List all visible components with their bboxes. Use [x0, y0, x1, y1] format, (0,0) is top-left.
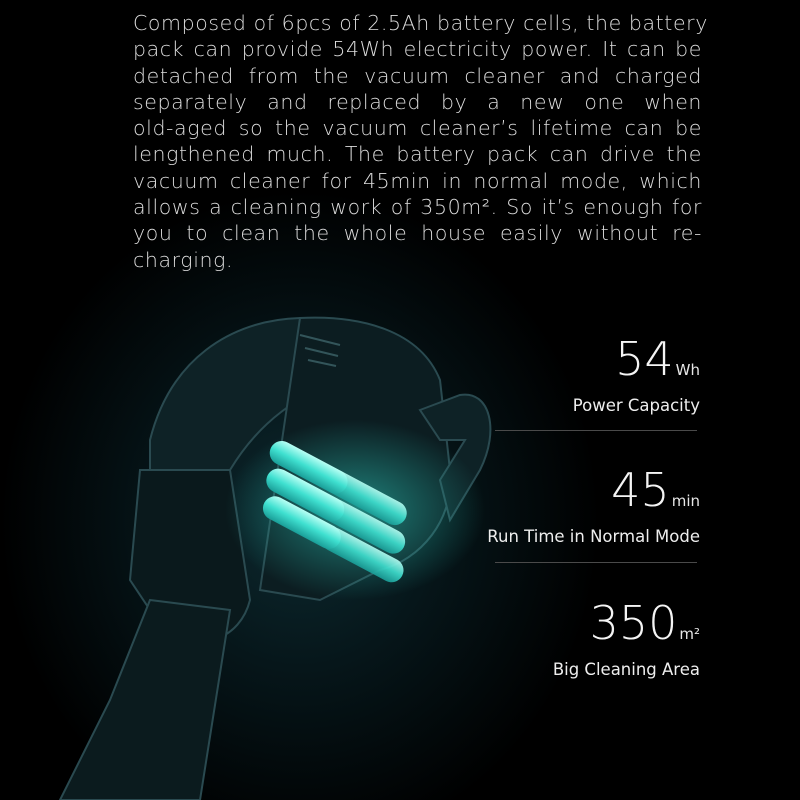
spec-cleaning-area	[552, 596, 700, 679]
spec-value: 45	[611, 463, 670, 517]
description-line: detached from the vacuum cleaner and charged	[133, 63, 702, 88]
description-line: old-aged so the vacuum cleaner’s lifetime can be	[133, 116, 702, 141]
spec-unit: min	[671, 492, 700, 510]
spec-value: 350	[589, 596, 678, 650]
spec-label: Big Cleaning Area	[552, 660, 700, 679]
spec-label: Run Time in Normal Mode	[487, 527, 700, 546]
description-line: Composed of 6pcs of 2.5Ah battery cells, the battery	[133, 11, 708, 35]
description-line: vacuum cleaner for 45min in normal mode, which	[133, 168, 702, 193]
spec-power-capacity	[572, 332, 700, 415]
divider	[495, 562, 697, 563]
divider	[495, 430, 697, 431]
description-line: allows a cleaning work of 350m². So it’s enough for	[133, 195, 702, 220]
spec-unit: m²	[679, 625, 700, 643]
spec-unit: Wh	[675, 361, 700, 379]
description-paragraph	[133, 10, 708, 273]
description-line: separately and replaced by a new one when	[133, 89, 702, 114]
spec-value: 54	[615, 332, 674, 386]
description-line: pack can provide 54Wh electricity power. It can be	[133, 37, 702, 62]
description-line: charging.	[133, 247, 234, 272]
spec-run-time	[487, 463, 700, 546]
description-line: lengthened much. The battery pack can drive the	[133, 142, 702, 167]
description-line: you to clean the whole house easily without re-	[133, 221, 702, 246]
spec-label: Power Capacity	[572, 396, 700, 415]
